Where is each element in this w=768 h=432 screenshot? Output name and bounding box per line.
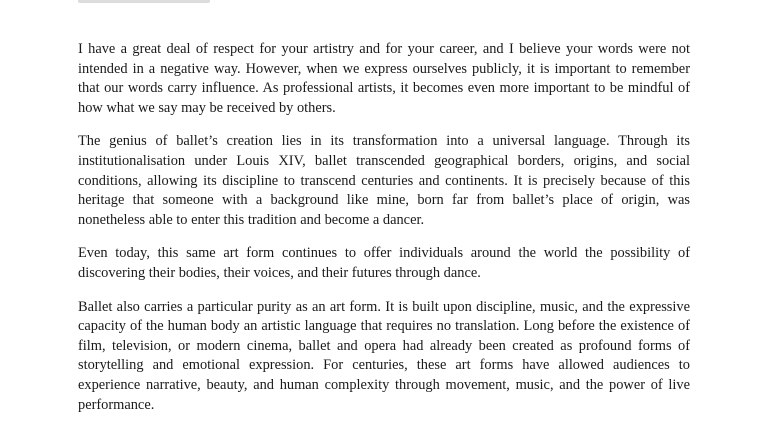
cut-off-next-line <box>78 424 690 432</box>
cut-off-heading-fragment <box>78 0 210 3</box>
cut-off-next-line-text <box>78 424 690 432</box>
paragraph-universal-language: The genius of ballet’s creation lies in its transformation into a universal language. Through its institutionalisation under Louis XIV, ballet transcended geographical borders, origins, and social conditions, allowing its discipline to transcend centuries and continents. It is precisely because of this heritage that someone with a background like mine, born far from ballet’s place of origin, was nonetheless able to enter this tradition and become a dancer. <box>78 133 690 228</box>
letter-body <box>78 40 690 429</box>
paragraph-even-today: Even today, this same art form continues to offer individuals around the world the possibility of discovering their bodies, their voices, and their futures through dance. <box>78 245 690 281</box>
paragraph-purity: Ballet also carries a particular purity as an art form. It is built upon discipline, music, and the expressive capacity of the human body an artistic language that requires no translation. Long before the existence of film, television, or modern cinema, ballet and opera had already been created as profound forms of storytelling and emotional expression. For centuries, these art forms have allowed audiences to experience narrative, beauty, and human complexity through movement, music, and the power of live performance. <box>78 298 690 413</box>
paragraph-respect: I have a great deal of respect for your artistry and for your career, and I believe your words were not intended in a negative way. However, when we express ourselves publicly, it is important to remember that our words carry influence. As professional artists, it becomes even more important to be mindful of how what we say may be received by others. <box>78 41 690 116</box>
